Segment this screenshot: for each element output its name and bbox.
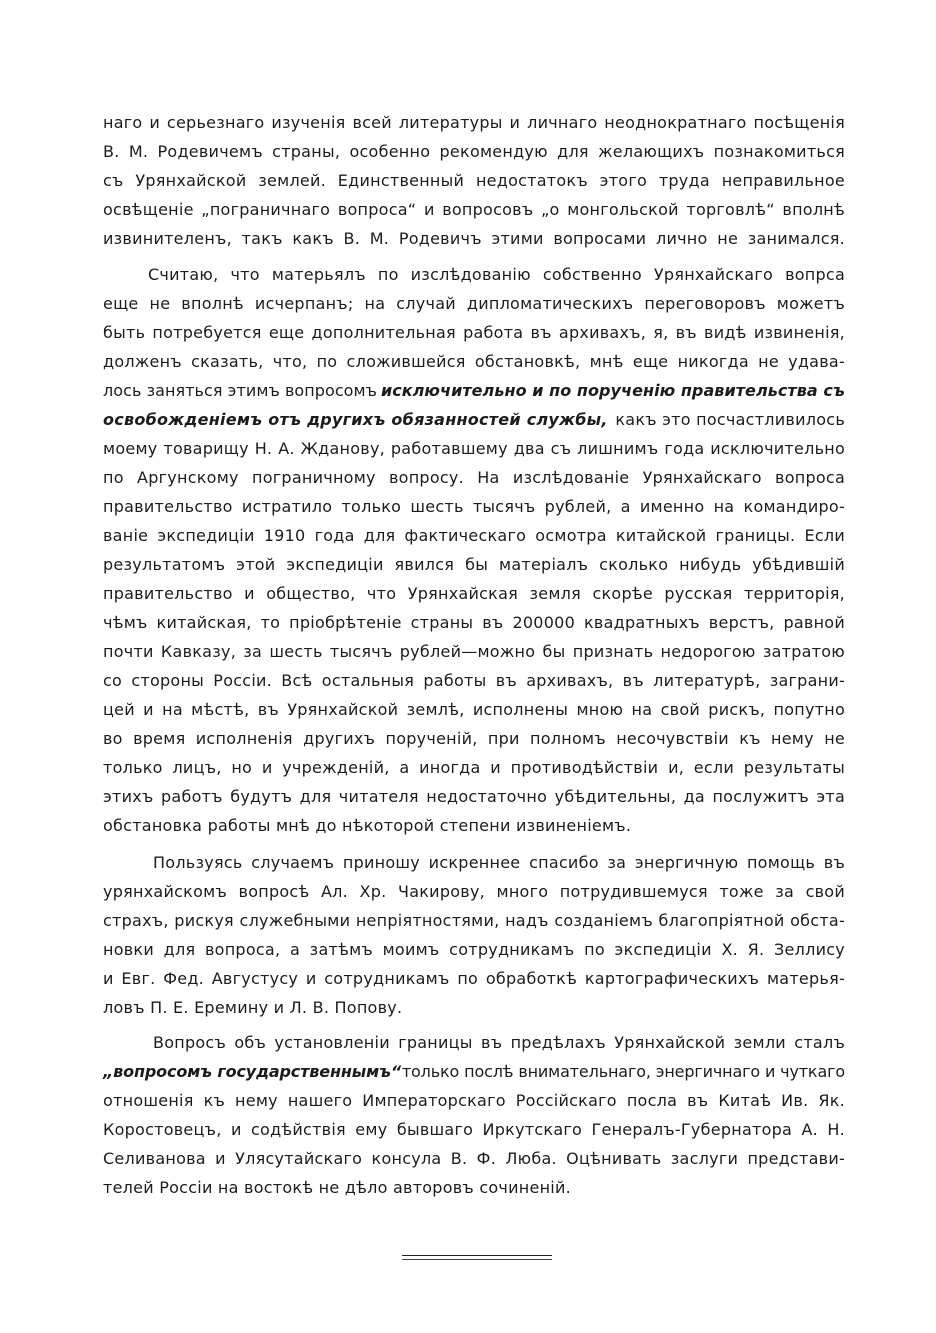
text-line: во время исполненія другихъ порученій, при полномъ несочувствіи къ нему не	[103, 729, 845, 748]
text-line: цей и на мѣстѣ, въ Урянхайской землѣ, исполнены мною на свой рискъ, попутно	[103, 700, 845, 719]
text-line: Пользуясь случаемъ приношу искреннее спасибо за энергичную помощь въ	[153, 853, 845, 872]
text-line: урянхайскомъ вопросѣ Ал. Хр. Чакирову, много потрудившемуся тоже за свой	[103, 882, 845, 901]
text-line: освѣщеніе „пограничнаго вопроса“ и вопросовъ „о монгольской торговлѣ“ вполнѣ	[103, 200, 845, 219]
emphasis-text: исключительно и по порученію правительства съ	[380, 381, 845, 400]
text-line: чѣмъ китайская, то пріобрѣтеніе страны въ 200000 квадратныхъ верстъ, равной	[103, 613, 845, 632]
text-line: телей Россіи на востокѣ не дѣло авторовъ сочиненій.	[103, 1178, 571, 1197]
emphasis-text: „вопросомъ государственнымъ“	[103, 1062, 402, 1081]
text-line: страхъ, рискуя служебными непріятностями, надъ созданіемъ благопріятной обста-	[103, 911, 845, 930]
text-line: только лицъ, но и учрежденій, а иногда и противодѣйствіи и, если результаты	[103, 758, 845, 777]
text-line: и Евг. Фед. Августусу и сотрудникамъ по обработкѣ картографическихъ матерья-	[103, 969, 845, 988]
text-line: моему товарищу Н. А. Жданову, работавшему два съ лишнимъ года исключительно	[103, 439, 845, 458]
text-line	[103, 410, 845, 430]
text-line: правительство и общество, что Урянхайская земля скорѣе русская территорія,	[103, 584, 845, 603]
text-line: со стороны Россіи. Всѣ остальныя работы въ архивахъ, въ литературѣ, заграни-	[103, 671, 845, 690]
text-line: съ Урянхайской землей. Единственный недостатокъ этого труда неправильное	[103, 171, 845, 190]
text-line: нагo и серьезнаго изученія всей литературы и личнаго неоднократнаго посѣщенія	[103, 113, 845, 132]
text-line: В. М. Родевичемъ страны, особенно рекомендую для желающихъ познакомиться	[103, 142, 845, 161]
text-line: обстановка работы мнѣ до нѣкоторой степени извиненіемъ.	[103, 816, 632, 835]
text-line: результатомъ этой экспедиціи явился бы матеріалъ сколько нибудь убѣдившій	[103, 555, 845, 574]
text-line: извинителенъ, такъ какъ В. М. Родевичъ этими вопросами лично не занимался.	[103, 229, 845, 248]
text-line: по Аргунскому пограничному вопросу. На изслѣдованіе Урянхайскаго вопроса	[103, 468, 845, 487]
text-line: Селиванова и Улясутайскаго консула В. Ф. Люба. Оцѣнивать заслуги представи-	[103, 1149, 845, 1168]
text-run: только послѣ внимательнаго, энергичнаго и чуткаго	[401, 1062, 845, 1081]
text-line: ловъ П. Е. Еремину и Л. В. Попову.	[103, 998, 403, 1017]
text-run: какъ это посчастливилось	[615, 410, 845, 429]
text-line	[103, 1062, 845, 1082]
text-line	[103, 381, 845, 401]
text-line: почти Кавказу, за шесть тысячъ рублей—можно бы признать недорогою затратою	[103, 642, 845, 661]
text-line: быть потребуется еще дополнительная работа въ архивахъ, я, въ видѣ извиненія,	[103, 323, 845, 342]
text-line: этихъ работъ будутъ для читателя недостаточно убѣдительны, да послужитъ эта	[103, 787, 845, 806]
text-line: долженъ сказать, что, по сложившейся обстановкѣ, мнѣ еще никогда не удава-	[103, 352, 845, 371]
section-end-rule	[402, 1255, 552, 1260]
text-line: Вопросъ объ установленіи границы въ предѣлахъ Урянхайской земли сталъ	[153, 1033, 845, 1052]
text-run: лось заняться этимъ вопросомъ	[103, 381, 377, 400]
text-line: еще не вполнѣ исчерпанъ; на случай дипломатическихъ переговоровъ можетъ	[103, 294, 845, 313]
emphasis-text: освобожденіемъ отъ другихъ обязанностей службы,	[103, 410, 608, 429]
text-line: Считаю, что матерьялъ по изслѣдованію собственно Урянхайскаго вопрса	[148, 265, 845, 284]
text-line: отношенія къ нему нашего Императорскаго Россійскаго посла въ Китаѣ Ив. Як.	[103, 1091, 845, 1110]
text-line: Коростовецъ, и содѣйствія ему бывшаго Иркутскаго Генералъ-Губернатора А. Н.	[103, 1120, 845, 1139]
text-line: правительство истратило только шесть тысячъ рублей, а именно на командиро-	[103, 497, 845, 516]
text-line: новки для вопроса, а затѣмъ моимъ сотрудникамъ по экспедиціи Х. Я. Зеллису	[103, 940, 845, 959]
text-line: ваніе экспедиціи 1910 года для фактическаго осмотра китайской границы. Если	[103, 526, 845, 545]
